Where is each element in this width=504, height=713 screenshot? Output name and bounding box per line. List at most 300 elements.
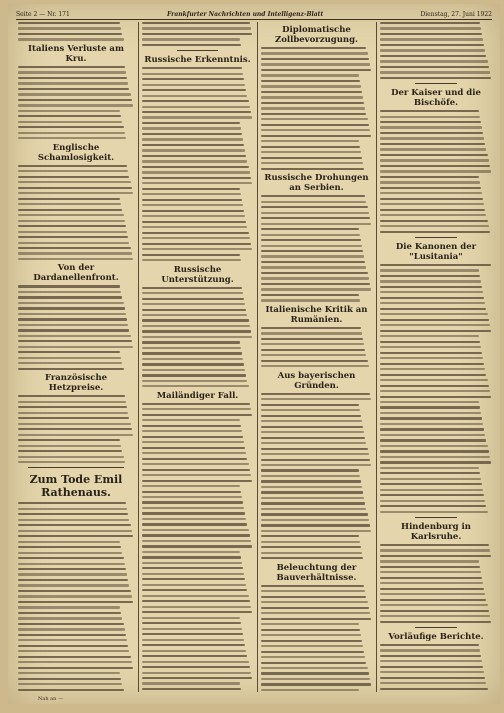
text-line — [142, 67, 242, 69]
text-line — [142, 414, 252, 416]
text-line — [18, 568, 126, 570]
text-line — [18, 291, 121, 293]
text-line — [142, 100, 249, 102]
text-line — [380, 148, 486, 150]
text-line — [18, 590, 131, 592]
text-line — [142, 144, 244, 146]
text-line — [18, 99, 132, 101]
text-line — [142, 78, 244, 80]
text-line — [142, 501, 243, 503]
text-line — [18, 104, 133, 106]
text-line — [380, 209, 485, 211]
article-body — [18, 395, 134, 463]
text-line — [380, 291, 483, 293]
text-line — [18, 296, 122, 298]
text-line — [18, 617, 122, 619]
text-line — [261, 107, 365, 109]
text-line — [142, 507, 244, 509]
text-line — [18, 209, 122, 211]
text-line — [380, 49, 485, 51]
text-line — [261, 618, 371, 620]
text-line — [142, 480, 252, 482]
text-line — [142, 254, 240, 256]
text-line — [261, 596, 366, 598]
text-line — [380, 324, 490, 326]
text-line — [142, 298, 244, 300]
text-line — [18, 395, 125, 397]
text-line — [18, 445, 121, 447]
text-line — [380, 555, 491, 557]
text-line — [18, 661, 132, 663]
text-line — [380, 401, 479, 403]
text-line — [18, 242, 129, 244]
text-line — [142, 595, 249, 597]
text-line — [261, 459, 370, 461]
text-line — [261, 343, 364, 345]
text-line — [380, 132, 483, 134]
header-date: Dienstag, 27. Juni 1922 — [420, 10, 492, 18]
text-line — [18, 428, 132, 430]
text-line — [261, 546, 361, 548]
text-line — [142, 385, 249, 387]
text-line — [261, 129, 370, 131]
text-line — [142, 149, 245, 151]
text-line — [142, 369, 245, 371]
text-line — [261, 47, 366, 49]
text-line — [261, 612, 370, 614]
text-line — [261, 327, 361, 329]
text-line — [18, 203, 121, 205]
article-body — [142, 67, 253, 261]
text-line — [142, 633, 243, 635]
text-line — [261, 146, 360, 148]
text-line — [18, 667, 133, 669]
text-line — [380, 511, 488, 513]
column-2 — [142, 22, 253, 692]
text-line — [18, 110, 120, 112]
text-line — [380, 66, 489, 68]
text-line — [18, 324, 128, 326]
article-body — [380, 264, 492, 513]
text-line — [18, 285, 120, 287]
headline-italiens-verluste: Italiens Verluste am Kru. — [28, 43, 124, 64]
text-line — [18, 595, 132, 597]
text-line — [261, 354, 366, 356]
text-line — [18, 439, 120, 441]
text-line — [142, 666, 250, 668]
text-line — [18, 302, 124, 304]
text-line — [380, 203, 484, 205]
text-line — [380, 22, 480, 24]
text-line — [261, 398, 371, 400]
text-line — [18, 132, 125, 134]
text-line — [380, 198, 483, 200]
headline-aus-bayerischen-gruenden: Aus bayerischen Gründen. — [277, 370, 356, 391]
article-body — [261, 195, 372, 301]
text-line — [261, 223, 371, 225]
text-line — [18, 318, 127, 320]
text-line — [380, 483, 482, 485]
text-line — [261, 662, 366, 664]
text-line — [18, 181, 131, 183]
text-line — [18, 563, 125, 565]
text-line — [142, 287, 242, 289]
text-line — [380, 610, 489, 612]
column-rule — [376, 22, 377, 692]
headline-vorlaeufige-berichte: Vorläufige Berichte. — [388, 631, 484, 642]
text-line — [18, 340, 132, 342]
text-line — [380, 335, 479, 337]
text-line — [18, 508, 127, 510]
text-line — [380, 434, 485, 436]
text-line — [261, 629, 360, 631]
separator — [177, 50, 218, 51]
text-line — [261, 140, 359, 142]
text-line — [380, 126, 482, 128]
text-line — [261, 607, 369, 609]
text-line — [142, 166, 249, 168]
text-line — [142, 622, 241, 624]
text-line — [18, 115, 121, 117]
text-line — [18, 335, 131, 337]
text-line — [18, 225, 126, 227]
text-line — [142, 363, 244, 365]
text-line — [380, 682, 486, 684]
text-line — [142, 309, 246, 311]
text-line — [142, 447, 245, 449]
text-line — [380, 406, 480, 408]
text-line — [261, 151, 361, 153]
text-line — [18, 456, 124, 458]
text-line — [261, 469, 359, 471]
text-line — [142, 628, 242, 630]
text-line — [261, 228, 359, 230]
text-line — [261, 497, 364, 499]
text-line — [380, 44, 484, 46]
text-line — [142, 106, 250, 108]
text-line — [142, 44, 241, 46]
text-line — [142, 600, 250, 602]
text-line — [18, 93, 131, 95]
text-line — [380, 116, 480, 118]
text-line — [261, 442, 366, 444]
text-line — [261, 234, 360, 236]
text-line — [380, 308, 486, 310]
text-line — [18, 502, 126, 504]
text-line — [261, 672, 369, 674]
text-line — [18, 450, 122, 452]
text-line — [18, 530, 132, 532]
text-line — [261, 283, 370, 285]
text-line — [142, 469, 250, 471]
headline-beleuchtung-bauverhaeltnisse: Beleuchtung der Bauverhältnisse. — [276, 562, 357, 583]
text-line — [18, 573, 127, 575]
text-line — [261, 365, 369, 367]
text-line — [18, 423, 131, 425]
text-line — [380, 544, 489, 546]
text-line — [380, 560, 479, 562]
text-line — [142, 111, 251, 113]
text-line — [18, 535, 133, 537]
text-line — [380, 644, 479, 646]
text-line — [261, 634, 361, 636]
text-line — [142, 171, 250, 173]
text-line — [18, 346, 133, 348]
text-line — [380, 439, 486, 441]
text-line — [380, 494, 484, 496]
text-line — [18, 557, 124, 559]
text-line — [261, 332, 362, 334]
text-line — [261, 80, 360, 82]
text-line — [18, 623, 124, 625]
text-line — [380, 660, 482, 662]
text-line — [18, 672, 120, 674]
text-line — [380, 60, 488, 62]
text-line — [261, 212, 369, 214]
text-line — [18, 417, 129, 419]
text-line — [261, 480, 361, 482]
text-line — [380, 38, 483, 40]
text-line — [380, 396, 491, 398]
text-line — [18, 187, 132, 189]
article-body — [261, 585, 372, 691]
text-line — [261, 250, 363, 252]
text-line — [142, 259, 241, 261]
text-line — [261, 623, 359, 625]
text-line — [18, 612, 121, 614]
text-line — [142, 655, 247, 657]
text-line — [142, 160, 247, 162]
text-line — [142, 529, 249, 531]
text-line — [261, 689, 359, 691]
text-line — [142, 155, 246, 157]
text-line — [18, 552, 122, 554]
text-line — [18, 88, 129, 90]
text-line — [18, 524, 131, 526]
text-line — [142, 496, 242, 498]
text-line — [261, 113, 366, 115]
text-line — [18, 252, 132, 254]
text-line — [18, 192, 133, 194]
text-line — [142, 534, 250, 536]
text-line — [261, 420, 362, 422]
text-line — [261, 96, 363, 98]
text-line — [261, 519, 369, 521]
text-line — [261, 431, 364, 433]
text-line — [380, 225, 489, 227]
text-line — [18, 678, 121, 680]
text-line — [261, 63, 370, 65]
text-line — [142, 319, 249, 321]
text-line — [18, 513, 128, 515]
text-line — [142, 243, 251, 245]
text-line — [380, 330, 491, 332]
text-line — [380, 417, 482, 419]
text-line — [261, 91, 362, 93]
page-header — [16, 9, 492, 20]
text-line — [380, 319, 489, 321]
text-line — [142, 463, 249, 465]
text-line — [142, 177, 251, 179]
text-line — [380, 423, 483, 425]
text-line — [380, 390, 490, 392]
text-line — [380, 346, 481, 348]
text-line — [142, 567, 243, 569]
header-page-number: Seite 2 — Nr. 171 — [16, 10, 70, 18]
text-line — [261, 135, 371, 137]
text-line — [18, 650, 129, 652]
text-line — [380, 505, 486, 507]
separator — [415, 83, 457, 84]
separator — [28, 467, 124, 468]
text-line — [18, 368, 124, 370]
text-line — [261, 601, 368, 603]
text-line — [261, 360, 368, 362]
text-line — [142, 325, 250, 327]
text-line — [142, 188, 240, 190]
text-line — [261, 552, 362, 554]
text-line — [18, 689, 124, 691]
text-line — [142, 33, 252, 35]
text-line — [261, 508, 366, 510]
text-line — [18, 82, 128, 84]
text-line — [18, 461, 125, 463]
text-line — [380, 286, 482, 288]
text-line — [261, 195, 365, 197]
text-line — [380, 582, 483, 584]
text-line — [261, 201, 366, 203]
text-line — [142, 512, 245, 514]
text-line — [18, 198, 120, 200]
text-line — [142, 682, 240, 684]
text-line — [380, 604, 488, 606]
headline-diplomatische-zollbevorzugung: Diplomatische Zollbevorzugung. — [275, 25, 358, 45]
text-line — [261, 266, 366, 268]
headline-russische-erkenntnis: Russische Erkenntnis. — [144, 55, 251, 66]
text-line — [380, 368, 485, 370]
text-line — [18, 170, 128, 172]
text-line — [380, 549, 490, 551]
text-line — [18, 22, 120, 24]
text-line — [142, 611, 252, 613]
text-line — [380, 467, 479, 469]
text-line — [261, 404, 359, 406]
text-line — [142, 89, 246, 91]
text-line — [261, 349, 365, 351]
text-line — [261, 102, 364, 104]
text-line — [142, 556, 241, 558]
text-line — [18, 628, 125, 630]
article-body — [380, 110, 492, 233]
article-body — [380, 544, 492, 623]
text-line — [261, 74, 359, 76]
text-line — [261, 52, 368, 54]
text-line — [380, 688, 488, 690]
article-body — [18, 165, 134, 260]
text-line — [380, 456, 490, 458]
text-line — [18, 247, 131, 249]
text-line — [142, 358, 243, 360]
text-line — [142, 133, 242, 135]
text-line — [18, 176, 129, 178]
text-line — [380, 297, 484, 299]
text-line — [380, 55, 486, 57]
text-line — [261, 245, 362, 247]
text-line — [142, 215, 245, 217]
text-line — [142, 292, 243, 294]
text-line — [261, 524, 370, 526]
text-line — [380, 461, 491, 463]
text-line — [142, 436, 243, 438]
article-body — [142, 22, 253, 46]
text-line — [18, 683, 122, 685]
text-line — [142, 122, 240, 124]
text-line — [380, 264, 491, 266]
article-body — [18, 22, 134, 41]
text-line — [261, 491, 363, 493]
headline-russische-unterstuetzung: Russische Unterstützung. — [161, 264, 234, 285]
text-line — [261, 448, 368, 450]
headline-hindenburg-karlsruhe: Hindenburg in Karlsruhe. — [401, 521, 471, 542]
text-line — [380, 27, 481, 29]
text-line — [142, 430, 242, 432]
text-line — [380, 571, 481, 573]
text-line — [380, 121, 481, 123]
text-line — [380, 379, 488, 381]
text-line — [380, 33, 482, 35]
text-line — [261, 272, 368, 274]
headline-kaiser-und-bischoefe: Der Kaiser und die Bischöfe. — [391, 88, 481, 109]
text-line — [380, 445, 488, 447]
text-line — [18, 313, 126, 315]
text-line — [18, 307, 125, 309]
text-line — [261, 338, 363, 340]
text-line — [380, 500, 485, 502]
text-line — [380, 615, 490, 617]
text-line — [261, 261, 365, 263]
separator — [415, 517, 457, 518]
text-line — [18, 258, 133, 260]
text-line — [142, 661, 249, 663]
separator — [415, 237, 457, 238]
text-line — [261, 157, 362, 159]
text-line — [261, 426, 363, 428]
text-line — [261, 651, 364, 653]
text-line — [261, 255, 364, 257]
text-line — [18, 351, 120, 353]
text-line — [142, 573, 244, 575]
text-line — [18, 231, 127, 233]
text-line — [142, 303, 245, 305]
text-line — [261, 206, 368, 208]
text-line — [142, 540, 251, 542]
text-line — [142, 485, 240, 487]
text-line — [261, 168, 364, 170]
text-line — [261, 590, 365, 592]
text-line — [380, 159, 489, 161]
text-line — [380, 489, 483, 491]
text-line — [261, 475, 360, 477]
text-line — [380, 231, 490, 233]
text-line — [261, 294, 359, 296]
text-line — [142, 22, 250, 24]
text-line — [261, 288, 371, 290]
text-line — [261, 557, 363, 559]
text-line — [18, 165, 127, 167]
text-line — [380, 143, 485, 145]
text-line — [380, 677, 485, 679]
text-line — [142, 425, 241, 427]
